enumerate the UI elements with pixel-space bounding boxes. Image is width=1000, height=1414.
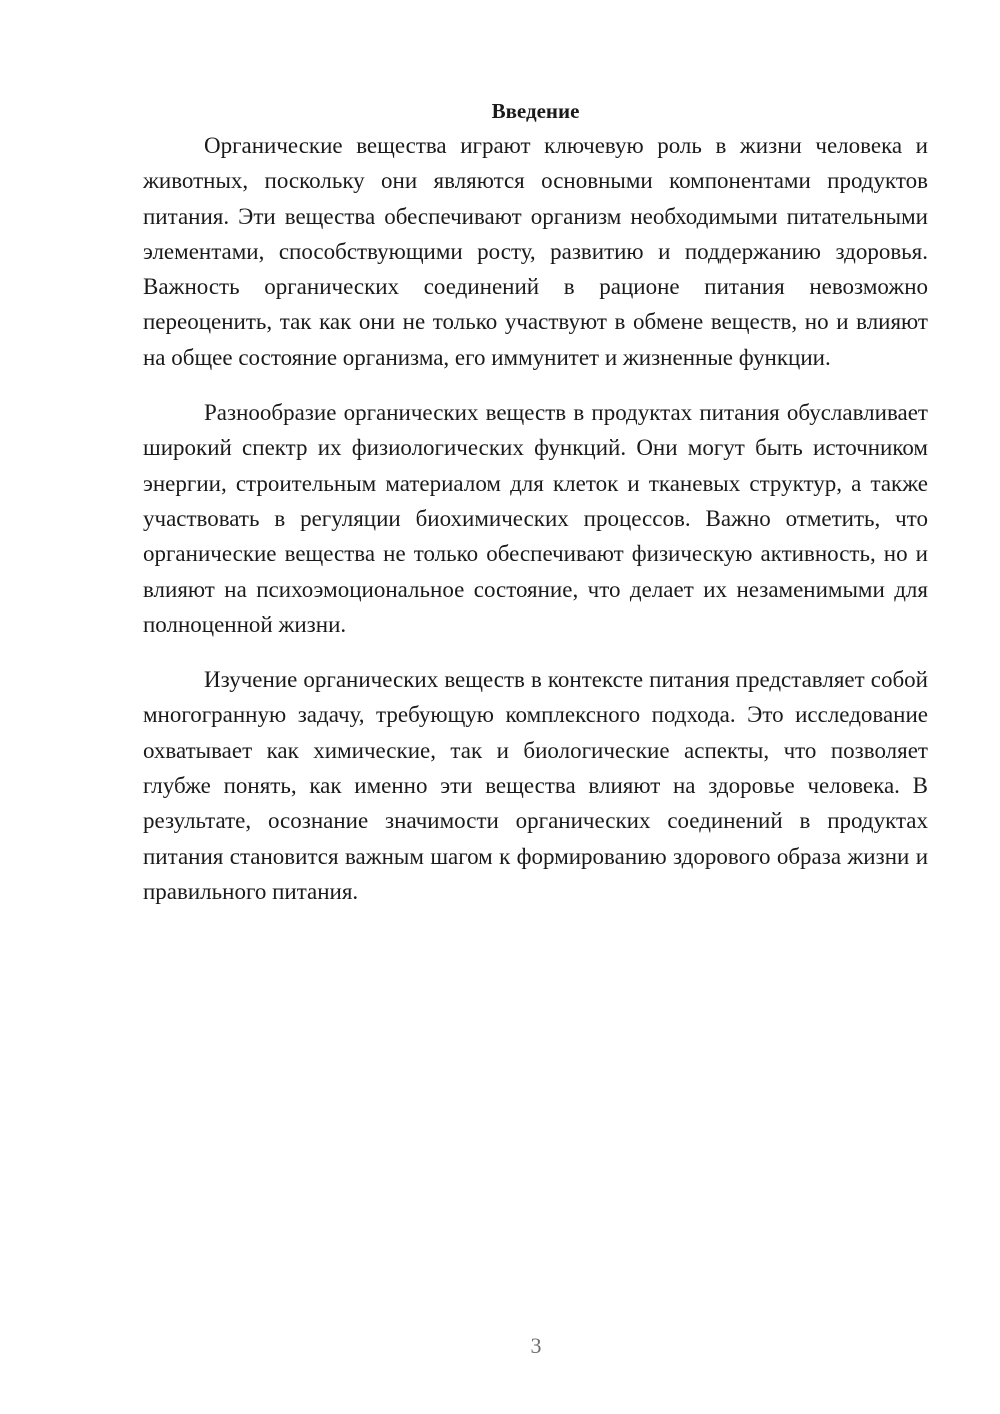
paragraph-2: Разнообразие органических веществ в продуктах питания обуславливает широкий спектр их физиологических функций. Они могут быть источником энергии, строительным материалом для клеток и тканевых структур, а также участвовать в регуляции биохимических процессов. Важно отметить, что органические вещества не только обеспечивают физическую активность, но и влияют на психоэмоциональное состояние, что делает их незаменимыми для полноценной жизни.	[143, 400, 928, 637]
page-number: 3	[530, 1333, 542, 1358]
section-heading: Введение	[491, 99, 580, 123]
page-content	[143, 96, 928, 929]
paragraph-1: Органические вещества играют ключевую роль в жизни человека и животных, поскольку они являются основными компонентами продуктов питания. Эти вещества обеспечивают организм необходимыми питательными элементами, способствующими росту, развитию и поддержанию здоровья. Важность органических соединений в рационе питания невозможно переоценить, так как они не только участвуют в обмене веществ, но и влияют на общее состояние организма, его иммунитет и жизненные функции.	[143, 133, 928, 370]
paragraph-3: Изучение органических веществ в контексте питания представляет собой многогранную задачу, требующую комплексного подхода. Это исследование охватывает как химические, так и биологические аспекты, что позволяет глубже понять, как именно эти вещества влияют на здоровье человека. В результате, осознание значимости органических соединений в продуктах питания становится важным шагом к формированию здорового образа жизни и правильного питания.	[143, 667, 928, 904]
